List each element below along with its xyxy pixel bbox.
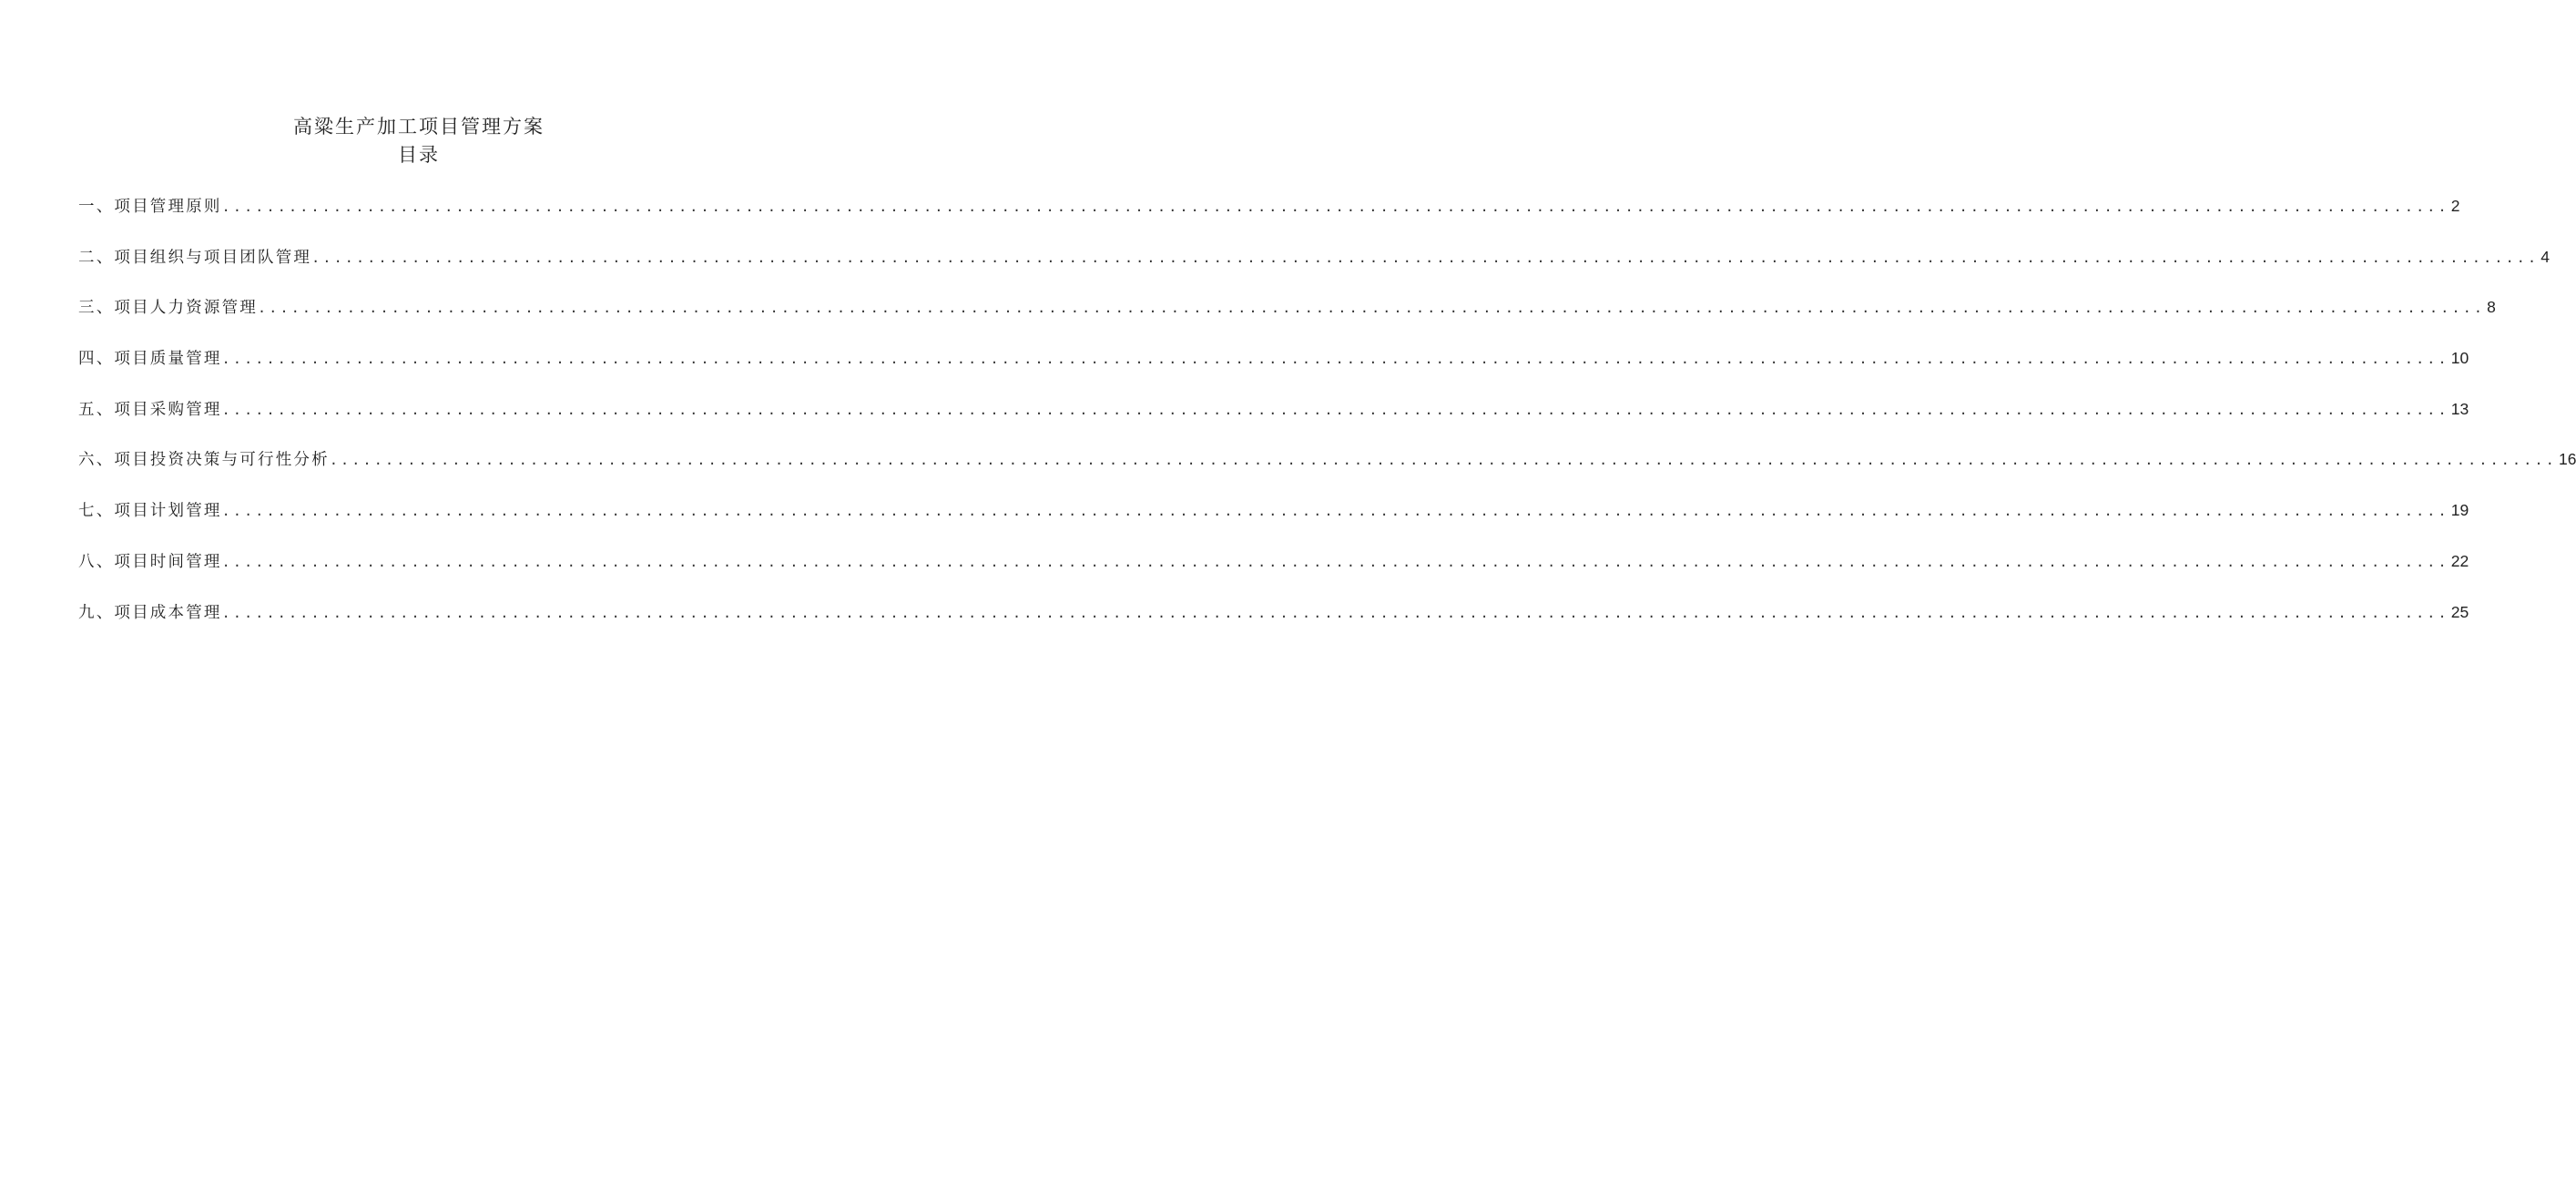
toc-entry-5[interactable] (78, 395, 2469, 446)
toc-entry-label: 七、项目计划管理 (78, 502, 222, 521)
toc-page-number: 16 (2558, 450, 2576, 469)
toc-entry-6[interactable] (78, 445, 2576, 496)
toc-entry-4[interactable] (78, 344, 2469, 395)
toc-entry-label: 五、项目采购管理 (78, 400, 222, 419)
toc-entry-label: 四、项目质量管理 (78, 350, 222, 369)
toc-page-number: 13 (2450, 399, 2469, 418)
toc-page-number: 22 (2450, 551, 2469, 570)
toc-page-number: 10 (2450, 349, 2469, 368)
toc-entry-7[interactable] (78, 496, 2469, 547)
toc-entry-2[interactable] (78, 243, 2550, 294)
toc-page-number: 4 (2540, 247, 2550, 266)
toc-dot-leader: ........................................................................................................................................................................................................ (221, 503, 2449, 520)
toc-entry-label: 八、项目时间管理 (78, 552, 222, 571)
table-of-contents (78, 192, 2576, 649)
toc-dot-leader: ........................................................................................................................................................................................................ (311, 249, 2540, 266)
toc-page-number: 25 (2450, 602, 2469, 621)
toc-entry-label: 三、项目人力资源管理 (78, 299, 258, 318)
toc-entry-label: 二、项目组织与项目团队管理 (78, 248, 312, 267)
toc-dot-leader: ........................................................................................................................................................................................................ (221, 401, 2449, 418)
toc-dot-leader: ........................................................................................................................................................................................................ (221, 199, 2449, 215)
toc-dot-leader: ........................................................................................................................................................................................................ (258, 300, 2486, 317)
toc-entry-label: 六、项目投资决策与可行性分析 (78, 451, 330, 470)
toc-entry-label: 一、项目管理原则 (78, 198, 222, 216)
toc-entry-1[interactable] (78, 192, 2460, 243)
toc-page-number: 19 (2450, 501, 2469, 520)
toc-entry-3[interactable] (78, 293, 2496, 344)
toc-entry-8[interactable] (78, 547, 2469, 598)
toc-entry-label: 九、项目成本管理 (78, 603, 222, 622)
toc-dot-leader: ........................................................................................................................................................................................................ (221, 553, 2449, 570)
toc-page-number: 2 (2450, 197, 2460, 215)
toc-page-number: 8 (2487, 298, 2496, 317)
toc-dot-leader: ........................................................................................................................................................................................................ (329, 452, 2557, 469)
toc-dot-leader: ........................................................................................................................................................................................................ (221, 604, 2449, 621)
document-title: 高粱生产加工项目管理方案 (293, 116, 545, 138)
toc-dot-leader: ........................................................................................................................................................................................................ (221, 351, 2449, 368)
toc-entry-9[interactable] (78, 598, 2469, 649)
toc-heading: 目录 (398, 144, 440, 166)
